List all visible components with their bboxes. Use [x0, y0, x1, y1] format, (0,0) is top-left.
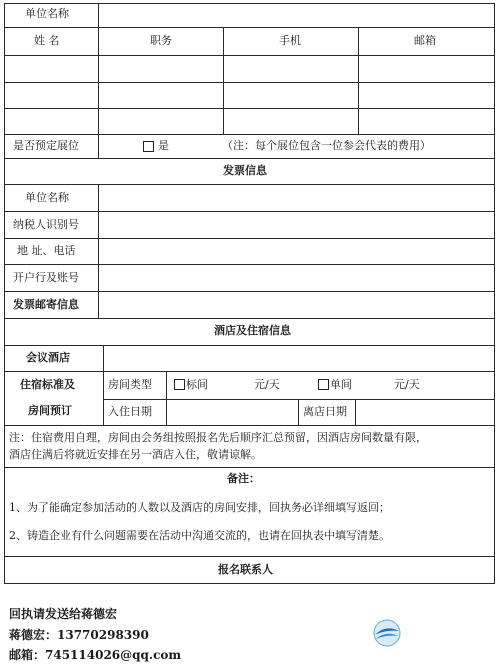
- contact-person-line: 蒋德宏：13770298390: [9, 628, 149, 642]
- rule: [4, 238, 495, 239]
- rule: [4, 583, 495, 584]
- invoice-company-label: 单位名称: [25, 191, 69, 204]
- contact-title: 报名联系人: [218, 563, 273, 576]
- booth-checkbox-label: 是: [158, 139, 169, 152]
- watermark: [406, 626, 492, 640]
- room-type-label: 房间类型: [108, 378, 152, 391]
- rule: [4, 264, 495, 265]
- rule: [4, 318, 495, 319]
- invoice-title: 发票信息: [223, 164, 267, 177]
- contact-email-line: 邮箱：745114026@qq.com: [9, 648, 182, 662]
- send-to-line: 回执请发送给蒋德宏: [9, 607, 118, 621]
- rule: [4, 27, 495, 28]
- frame-right: [494, 3, 495, 583]
- standard-label: 住宿标准及: [20, 378, 75, 391]
- rule: [103, 345, 104, 425]
- rule: [298, 399, 299, 425]
- rule: [4, 211, 495, 212]
- rule: [4, 158, 495, 159]
- hotel-label: 会议酒店: [26, 351, 70, 364]
- rule: [166, 371, 167, 425]
- rule: [98, 184, 99, 318]
- rule: [355, 399, 356, 425]
- rule: [4, 3, 495, 4]
- rule: [98, 3, 99, 158]
- hotel-note-line2: 酒店住满后将就近安排在另一酒店入住，敬请谅解。: [9, 448, 262, 461]
- rule: [4, 108, 495, 109]
- booth-checkbox[interactable]: [143, 141, 154, 152]
- hotel-note-line1: 注：住宿费用自理，房间由会务组按照报名先后顺序汇总预留，因酒店房间数量有限，: [9, 431, 427, 444]
- rule: [358, 27, 359, 134]
- email-header: 邮箱: [414, 34, 436, 47]
- globe-logo-icon: [372, 618, 402, 648]
- bank-account-label: 开户行及账号: [13, 271, 79, 284]
- rule: [4, 291, 495, 292]
- standard-room-unit: 元/天: [254, 378, 280, 391]
- remark-item-1: 1、为了能确定参加活动的人数以及酒店的房间安排，回执务必详细填写返回；: [9, 501, 390, 514]
- single-room-unit: 元/天: [394, 378, 420, 391]
- company-name-label: 单位名称: [25, 7, 69, 20]
- checkout-label: 离店日期: [303, 405, 347, 418]
- mobile-header: 手机: [279, 34, 301, 47]
- remark-item-2: 2、铸造企业有什么问题需要在活动中沟通交流的，也请在回执表中填写清楚。: [9, 529, 390, 542]
- rule: [4, 467, 495, 468]
- rule: [4, 184, 495, 185]
- tax-id-label: 纳税人识别号: [13, 218, 79, 231]
- booth-label: 是否预定展位: [13, 139, 79, 152]
- rule: [4, 556, 495, 557]
- single-room-checkbox[interactable]: [318, 379, 329, 390]
- rule: [4, 425, 495, 426]
- rule: [223, 27, 224, 134]
- rule: [4, 82, 495, 83]
- remarks-title: 备注：: [227, 472, 260, 485]
- checkin-label: 入住日期: [108, 405, 152, 418]
- name-header: 姓 名: [34, 34, 60, 47]
- hotel-title: 酒店及住宿信息: [214, 324, 291, 337]
- booking-label: 房间预订: [28, 404, 72, 417]
- address-phone-label: 地 址、电话: [17, 244, 76, 257]
- rule: [4, 134, 495, 135]
- rule: [103, 399, 495, 400]
- invoice-mailing-label: 发票邮寄信息: [13, 298, 79, 311]
- rule: [4, 345, 495, 346]
- frame-left: [4, 3, 5, 583]
- rule: [4, 371, 495, 372]
- position-header: 职务: [150, 34, 172, 47]
- standard-room-label: 标间: [186, 378, 208, 391]
- standard-room-checkbox[interactable]: [174, 379, 185, 390]
- booth-note: （注：每个展位包含一位参会代表的费用）: [222, 139, 431, 152]
- rule: [4, 55, 495, 56]
- single-room-label: 单间: [330, 378, 352, 391]
